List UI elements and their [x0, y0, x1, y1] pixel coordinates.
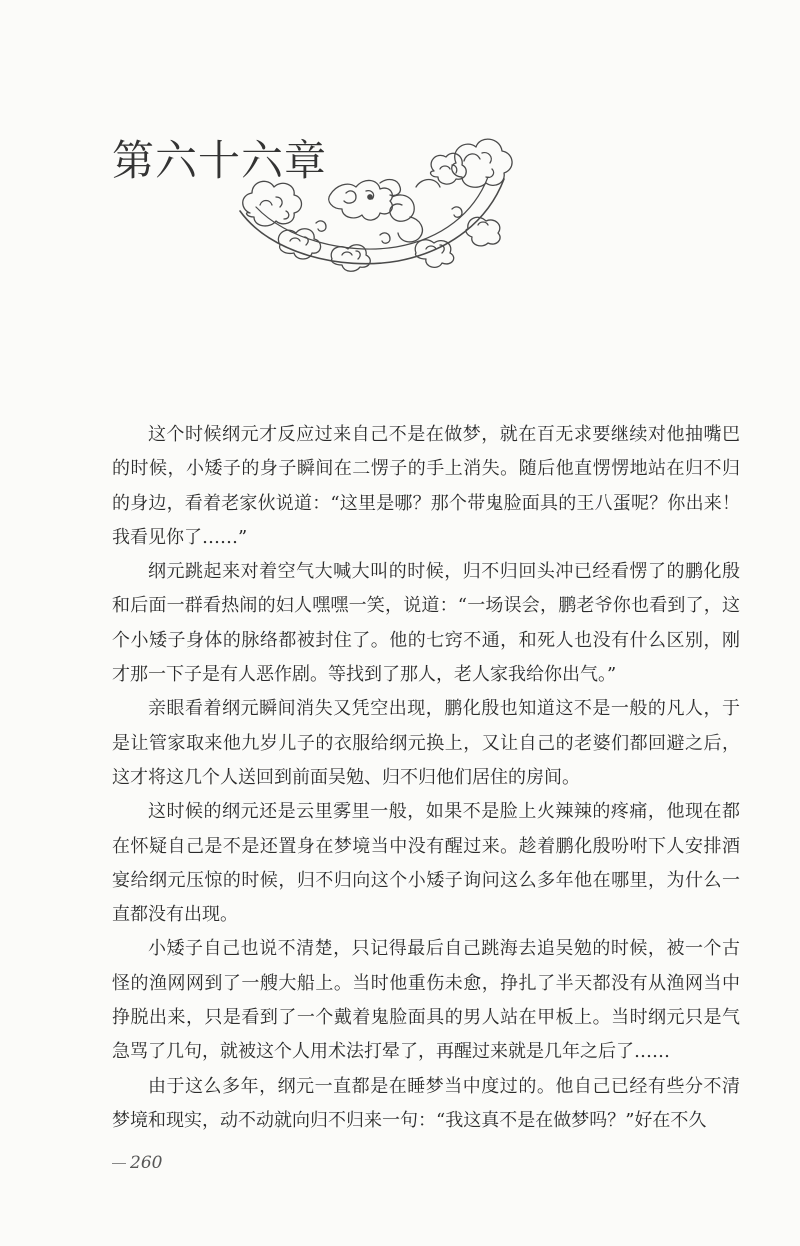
paragraph: 这时候的纲元还是云里雾里一般，如果不是脸上火辣辣的疼痛，他现在都在怀疑自己是不是还置身在梦境当中没有醒过来。趁着鹏化殷吩咐下人安排酒宴给纲元压惊的时候，归不归向这个小矮子询问这么多年他在哪里，为什么一直都没有出现。: [112, 801, 740, 926]
chapter-title: 第六十六章: [112, 136, 328, 185]
paragraph: 亲眼看着纲元瞬间消失又凭空出现，鹏化殷也知道这不是一般的凡人，于是让管家取来他九岁儿子的衣服给纲元换上，又让自己的老婆们都回避之后，这才将这几个人送回到前面吴勉、归不归他们居住的房间。: [112, 698, 740, 788]
cloud-dragon-ornament-icon: [220, 125, 520, 275]
paragraph: 由于这么多年，纲元一直都是在睡梦当中度过的。他自己已经有些分不清梦境和现实，动不动就向归不归来一句：“我这真不是在做梦吗？”好在不久: [112, 1075, 740, 1131]
paragraph: 小矮子自己也说不清楚，只记得最后自己跳海去追吴勉的时候，被一个古怪的渔网网到了一艘大船上。当时他重伤未愈，挣扎了半天都没有从渔网当中挣脱出来，只是看到了一个戴着鬼脸面具的男人站在甲板上。当时纲元只是气急骂了几句，就被这个人用术法打晕了，再醒过来就是几年之后了……: [112, 938, 740, 1063]
paragraph: 纲元跳起来对着空气大喊大叫的时候，归不归回头冲已经看愣了的鹏化殷和后面一群看热闹的妇人嘿嘿一笑，说道：“一场误会，鹏老爷你也看到了，这个小矮子身体的脉络都被封住了。他的七窍不通，和死人也没有什么区别，刚才那一下子是有人恶作剧。等找到了那人，老人家我给你出气。”: [112, 561, 740, 686]
page-number-value: 260: [130, 1153, 163, 1173]
page-number-dash: [112, 1163, 126, 1164]
page-number: [112, 1153, 162, 1173]
paragraph: 这个时候纲元才反应过来自己不是在做梦，就在百无求要继续对他抽嘴巴的时候，小矮子的身子瞬间在二愣子的手上消失。随后他直愣愣地站在归不归的身边，看着老家伙说道：“这里是哪？那个带鬼脸面具的王八蛋呢？你出来！我看见你了……”: [112, 424, 740, 548]
chapter-body: [112, 418, 740, 1138]
